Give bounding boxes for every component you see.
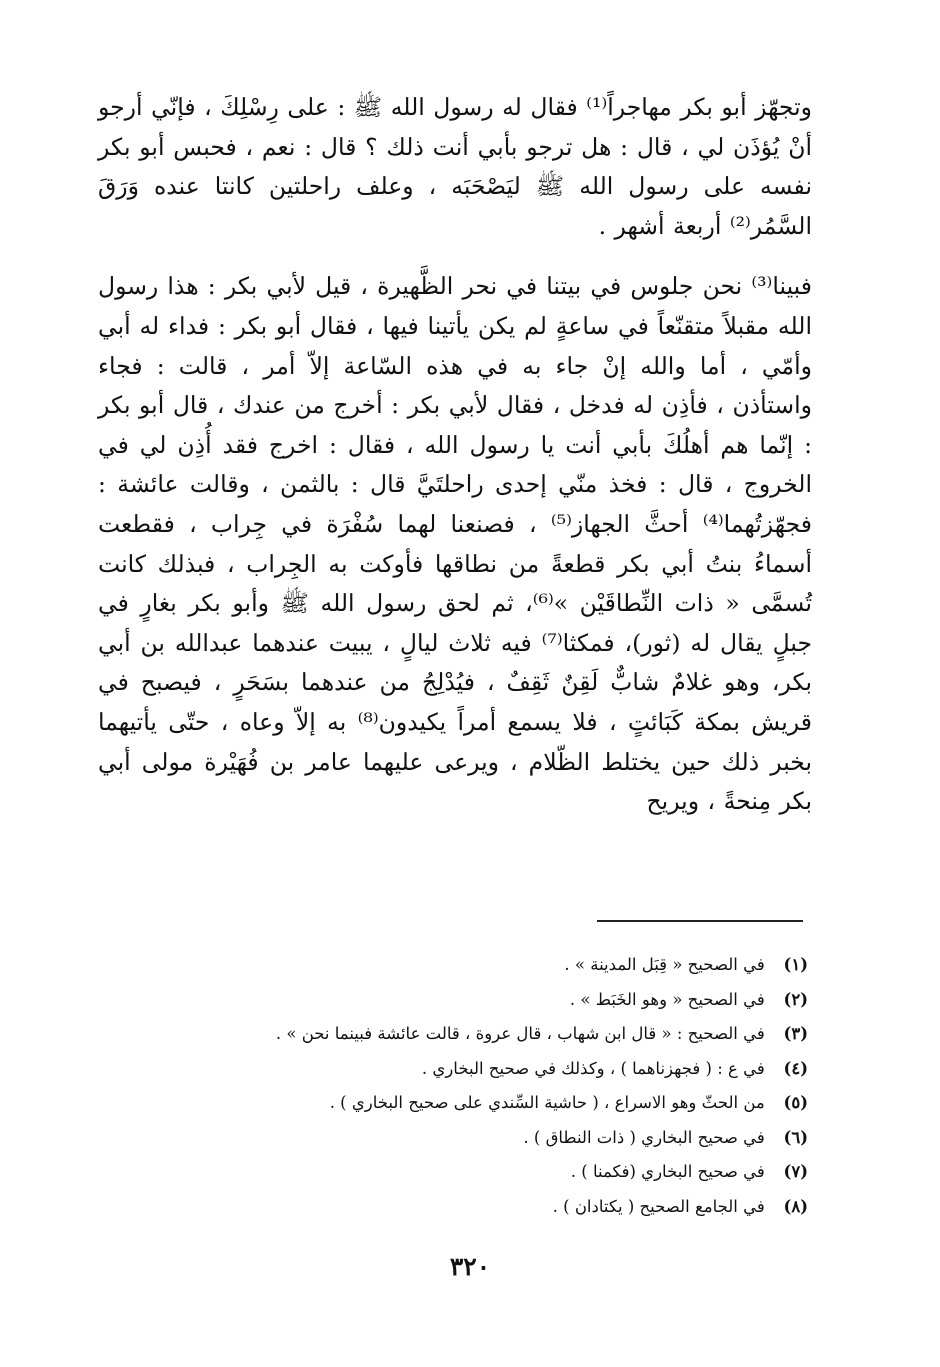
footnote bbox=[148, 1086, 808, 1121]
footnote bbox=[148, 983, 808, 1018]
footnote-number: (٤) bbox=[783, 1058, 808, 1078]
footnote bbox=[148, 1121, 808, 1156]
footnote-text: من الحثّ وهو الاسراع ، ( حاشية السِّندي على صحيح البخاري ) . bbox=[329, 1093, 765, 1112]
footnote-number: (٥) bbox=[783, 1093, 808, 1112]
footnote-number: (٣) bbox=[783, 1024, 808, 1043]
footnote bbox=[148, 1017, 808, 1052]
page-number: ٣٢٠ bbox=[449, 1252, 491, 1281]
footnote-text: في الصحيح « وهو الخَبَط » . bbox=[569, 989, 765, 1009]
footnote-number: (٧) bbox=[783, 1162, 808, 1181]
footnote-text: في الجامع الصحيح ( يكتادان ) . bbox=[552, 1196, 765, 1216]
paragraph-1: وتجهّز أبو بكر مهاجراً⁽¹⁾ فقال له رسول الله ﷺ : على رِسْلِكَ ، فإنّي أرجو أنْ يُؤذَن لي ، قال : هل ترجو بأبي أنت ذلك ؟ قال : نعم ، فحبس أبو بكر نفسه على رسول الله ﷺ ليَصْحَبَه ، وعلف راحلتين كانتا عنده وَرَقَ السَّمُر⁽²⁾ أربعة أشهر . bbox=[98, 93, 812, 240]
paragraph-2: فبينا⁽³⁾ نحن جلوس في بيتنا في نحر الظَّهيرة ، قيل لأبي بكر : هذا رسول الله مقبلاً متقنّعاً في ساعةٍ لم يكن يأتينا فيها ، فقال أبو بكر : فداء له أبي وأمّي ، أما والله إنْ جاء به في هذه السّاعة إلاّ أمر ، قالت : فجاء واستأذن ، فأذِن له فدخل ، فقال لأبي بكر : أخرج من عندك ، قال أبو بكر : إنّما هم أهلُكَ بأبي أنت يا رسول الله ، فقال : اخرج فقد أُذِن لي في الخروج ، قال : فخذ منّي إحدى راحلتَيَّ قال : بالثمن ، وقالت عائشة : فجهّزتُهما⁽⁴⁾ أحثَّ الجهاز⁽⁵⁾ ، فصنعنا لهما سُفْرَة في جِراب ، فقطعت أسماءُ بنتُ أبي بكر قطعةً من نطاقها فأوكت به الجِراب ، فبذلك كانت تُسمَّى « ذات النِّطاقَيْن »⁽⁶⁾، ثم لحق رسول الله ﷺ وأبو بكر بغارٍ في جبلٍ يقال له (ثور)، فمكثا⁽⁷⁾ فيه ثلاث ليالٍ ، يبيت عندهما عبدالله بن أبي بكر، وهو غلامٌ شابٌّ لَقِنٌ ثَقِفٌ ، فيُدْلِجُ من عندهما بسَحَرٍ ، فيصبح في قريش بمكة كَبَائتٍ ، فلا يسمع أمراً يكيدون⁽⁸⁾ به إلاّ وعاه ، حتّى يأتيهما بخبر ذلك حين يختلط الظّلام ، ويرعى عليهما عامر بن فُهَيْرة مولى أبي بكر مِنحةً ، ويريح bbox=[98, 272, 812, 816]
footnote-separator bbox=[597, 920, 803, 922]
footnote-text: في صحيح البخاري ( ذات النطاق ) . bbox=[523, 1127, 765, 1147]
main-text bbox=[98, 88, 812, 822]
footnote-number: (١) bbox=[783, 955, 808, 974]
footnote bbox=[148, 1155, 808, 1190]
footnote-text: في ع : ( فجهزناهما ) ، وكذلك في صحيح البخاري . bbox=[421, 1058, 765, 1078]
footnotes-list bbox=[148, 948, 808, 1224]
footnote bbox=[148, 1190, 808, 1225]
footnote-text: في الصحيح : « قال ابن شهاب ، قال عروة ، قالت عائشة فبينما نحن » . bbox=[275, 1024, 765, 1043]
footnote-number: (٢) bbox=[783, 989, 808, 1009]
footnote-text: في الصحيح « قِبَل المدينة » . bbox=[564, 955, 765, 974]
footnote bbox=[148, 948, 808, 983]
footnote bbox=[148, 1052, 808, 1087]
footnote-text: في صحيح البخاري (فكمنا ) . bbox=[570, 1162, 765, 1181]
footnote-number: (٦) bbox=[783, 1127, 808, 1147]
footnote-number: (٨) bbox=[783, 1196, 808, 1216]
